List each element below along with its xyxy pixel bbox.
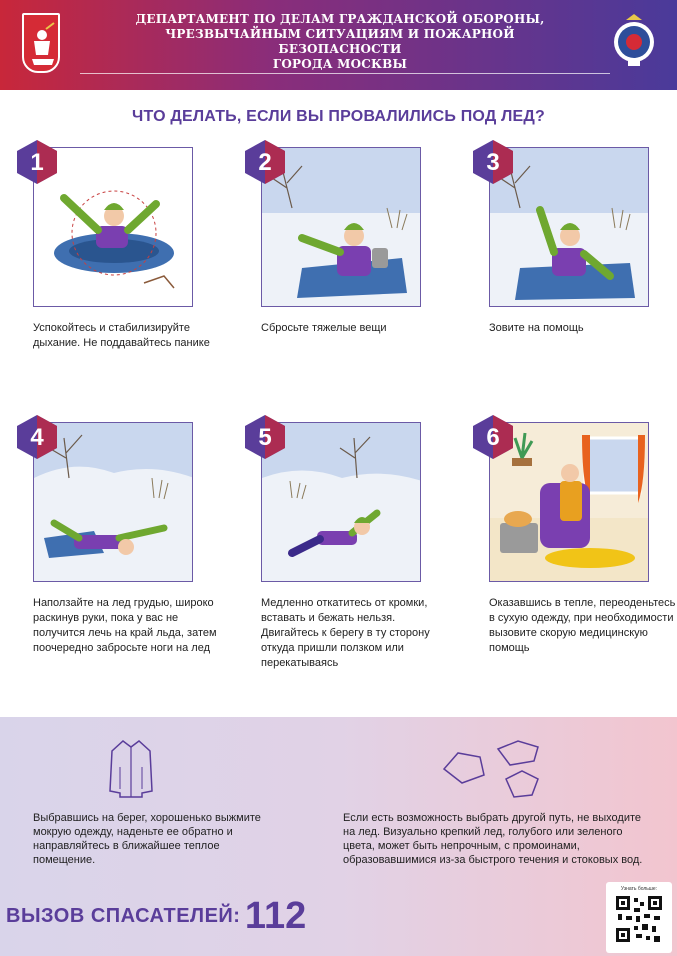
main-title: ЧТО ДЕЛАТЬ, ЕСЛИ ВЫ ПРОВАЛИЛИСЬ ПОД ЛЕД?	[132, 108, 545, 125]
header	[0, 0, 677, 90]
advice-ice-safety: Если есть возможность выбрать другой путь, не выходите на лед. Визуально крепкий лед, голубого или зеленого цвета, может быть непрочным, с промоинами, образовавшимися из-за быстрого течения и стоковых вод.	[343, 812, 643, 866]
jacket-icon	[108, 737, 154, 799]
bottom-section	[0, 717, 677, 956]
step-number: 6	[486, 424, 500, 451]
step-number: 1	[30, 149, 44, 176]
header-title-line: ДЕПАРТАМЕНТ ПО ДЕЛАМ ГРАЖДАНСКОЙ ОБОРОНЫ,	[135, 12, 545, 26]
step-caption: Сбросьте тяжелые вещи	[261, 322, 387, 334]
header-title-line: ГОРОДА МОСКВЫ	[272, 57, 408, 71]
header-title	[110, 12, 570, 72]
step-caption: Медленно откатитесь от кромки, вставать и бежать нельзя. Двигайтесь к берегу в ту сторону откуда пришли ползком или перекатываясь	[261, 597, 430, 669]
qr-code-icon	[614, 894, 664, 944]
step-caption: Наползайте на лед грудью, широко раскинув руки, пока у вас не получится лечь на край льда, затем поочередно забросьте ноги на лед	[33, 597, 217, 654]
step-number: 4	[30, 424, 44, 451]
ice-floes-icon	[440, 739, 550, 801]
qr-label: Узнать больше:	[620, 886, 658, 892]
qr-code-block[interactable]	[606, 882, 672, 953]
header-title-line: ЧРЕЗВЫЧАЙНЫМ СИТУАЦИЯМ И ПОЖАРНОЙ БЕЗОПАСНОСТИ	[165, 27, 515, 56]
step-number: 3	[486, 149, 500, 176]
emergency-call-number[interactable]: 112	[244, 895, 307, 937]
header-divider	[80, 73, 610, 74]
step-caption: Зовите на помощь	[489, 322, 584, 334]
advice-after-rescue: Выбравшись на берег, хорошенько выжмите мокрую одежду, наденьте ее обратно и направляйтесь в ближайшее теплое помещение.	[33, 812, 261, 866]
moscow-coat-of-arms-icon	[22, 13, 60, 73]
step-number: 2	[258, 149, 272, 176]
department-emblem-icon	[612, 12, 656, 74]
step-caption: Успокойтесь и стабилизируйте дыхание. Не поддавайтесь панике	[33, 322, 210, 349]
step-number: 5	[258, 424, 272, 451]
emergency-call	[6, 895, 306, 938]
step-caption: Оказавшись в тепле, переоденьтесь в сухую одежду, при необходимости вызовите скорую медицинскую помощь	[489, 597, 676, 654]
emergency-call-label: ВЫЗОВ СПАСАТЕЛЕЙ:	[6, 905, 241, 927]
